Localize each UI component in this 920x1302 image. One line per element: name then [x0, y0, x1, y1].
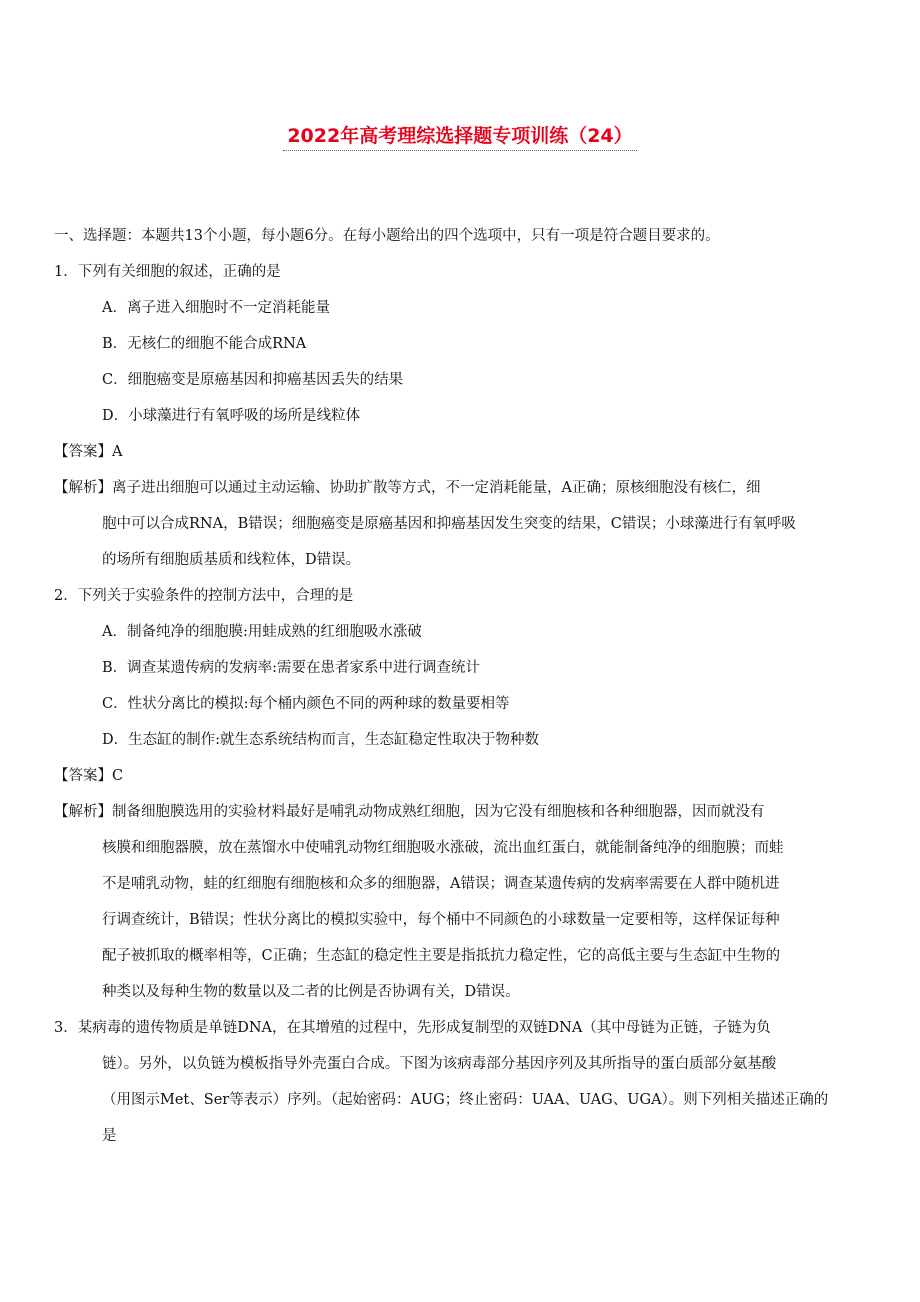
question-2-explanation-line: 不是哺乳动物，蛙的红细胞有细胞核和众多的细胞器，A错误；调查某遗传病的发病率需要在人群中随机进 [102, 876, 780, 892]
question-3-stem-line: 是 [102, 1128, 117, 1144]
question-1-option-b: B．无核仁的细胞不能合成RNA [102, 336, 307, 352]
question-1-option-d: D．小球藻进行有氧呼吸的场所是线粒体 [102, 408, 361, 424]
question-1-answer: 【答案】A [54, 444, 123, 460]
document-title: 2022年高考理综选择题专项训练（24） [283, 122, 636, 151]
question-3-stem-line: （用图示Met、Ser等表示）序列。（起始密码：AUG；终止密码：UAA、UAG、UGA）。则下列相关描述正确的 [102, 1092, 829, 1108]
question-2-answer: 【答案】C [54, 768, 124, 784]
document-body [54, 218, 866, 1154]
section-intro: 一、选择题：本题共13个小题，每小题6分。在每小题给出的四个选项中，只有一项是符合题目要求的。 [54, 228, 720, 244]
question-2-explanation-line: 【解析】制备细胞膜选用的实验材料最好是哺乳动物成熟红细胞，因为它没有细胞核和各种细胞器，因而就没有 [54, 804, 765, 820]
question-1-stem: 1．下列有关细胞的叙述，正确的是 [54, 264, 281, 280]
question-2-explanation-line: 行调查统计，B错误；性状分离比的模拟实验中，每个桶中不同颜色的小球数量一定要相等，这样保证每种 [102, 912, 780, 928]
question-2-explanation-line: 种类以及每种生物的数量以及二者的比例是否协调有关，D错误。 [102, 984, 520, 1000]
question-1-option-c: C．细胞癌变是原癌基因和抑癌基因丢失的结果 [102, 372, 404, 388]
question-2-option-a: A．制备纯净的细胞膜:用蛙成熟的红细胞吸水涨破 [102, 624, 422, 640]
question-1-option-a: A．离子进入细胞时不一定消耗能量 [102, 300, 330, 316]
title-container [0, 122, 920, 151]
question-2-option-d: D．生态缸的制作:就生态系统结构而言，生态缸稳定性取决于物种数 [102, 732, 540, 748]
question-1-explanation-line: 胞中可以合成RNA，B错误；细胞癌变是原癌基因和抑癌基因发生突变的结果，C错误；小球藻进行有氧呼吸 [102, 516, 796, 532]
question-2-option-c: C．性状分离比的模拟:每个桶内颜色不同的两种球的数量要相等 [102, 696, 510, 712]
question-3-stem-line: 链）。另外，以负链为模板指导外壳蛋白合成。下图为该病毒部分基因序列及其所指导的蛋白质部分氨基酸 [102, 1056, 777, 1072]
question-3-stem-line: 3．某病毒的遗传物质是单链DNA，在其增殖的过程中，先形成复制型的双链DNA（其中母链为正链，子链为负 [54, 1020, 771, 1036]
question-1-explanation-line: 【解析】离子进出细胞可以通过主动运输、协助扩散等方式，不一定消耗能量，A正确；原核细胞没有核仁，细 [54, 480, 761, 496]
question-2-stem: 2．下列关于实验条件的控制方法中，合理的是 [54, 588, 354, 604]
question-2-option-b: B．调查某遗传病的发病率:需要在患者家系中进行调查统计 [102, 660, 481, 676]
question-2-explanation-line: 核膜和细胞器膜，放在蒸馏水中使哺乳动物红细胞吸水涨破，流出血红蛋白，就能制备纯净的细胞膜；而蛙 [102, 840, 784, 856]
question-2-explanation-line: 配子被抓取的概率相等，C正确；生态缸的稳定性主要是指抵抗力稳定性，它的高低主要与生态缸中生物的 [102, 948, 781, 964]
question-1-explanation-line: 的场所有细胞质基质和线粒体，D错误。 [102, 552, 361, 568]
